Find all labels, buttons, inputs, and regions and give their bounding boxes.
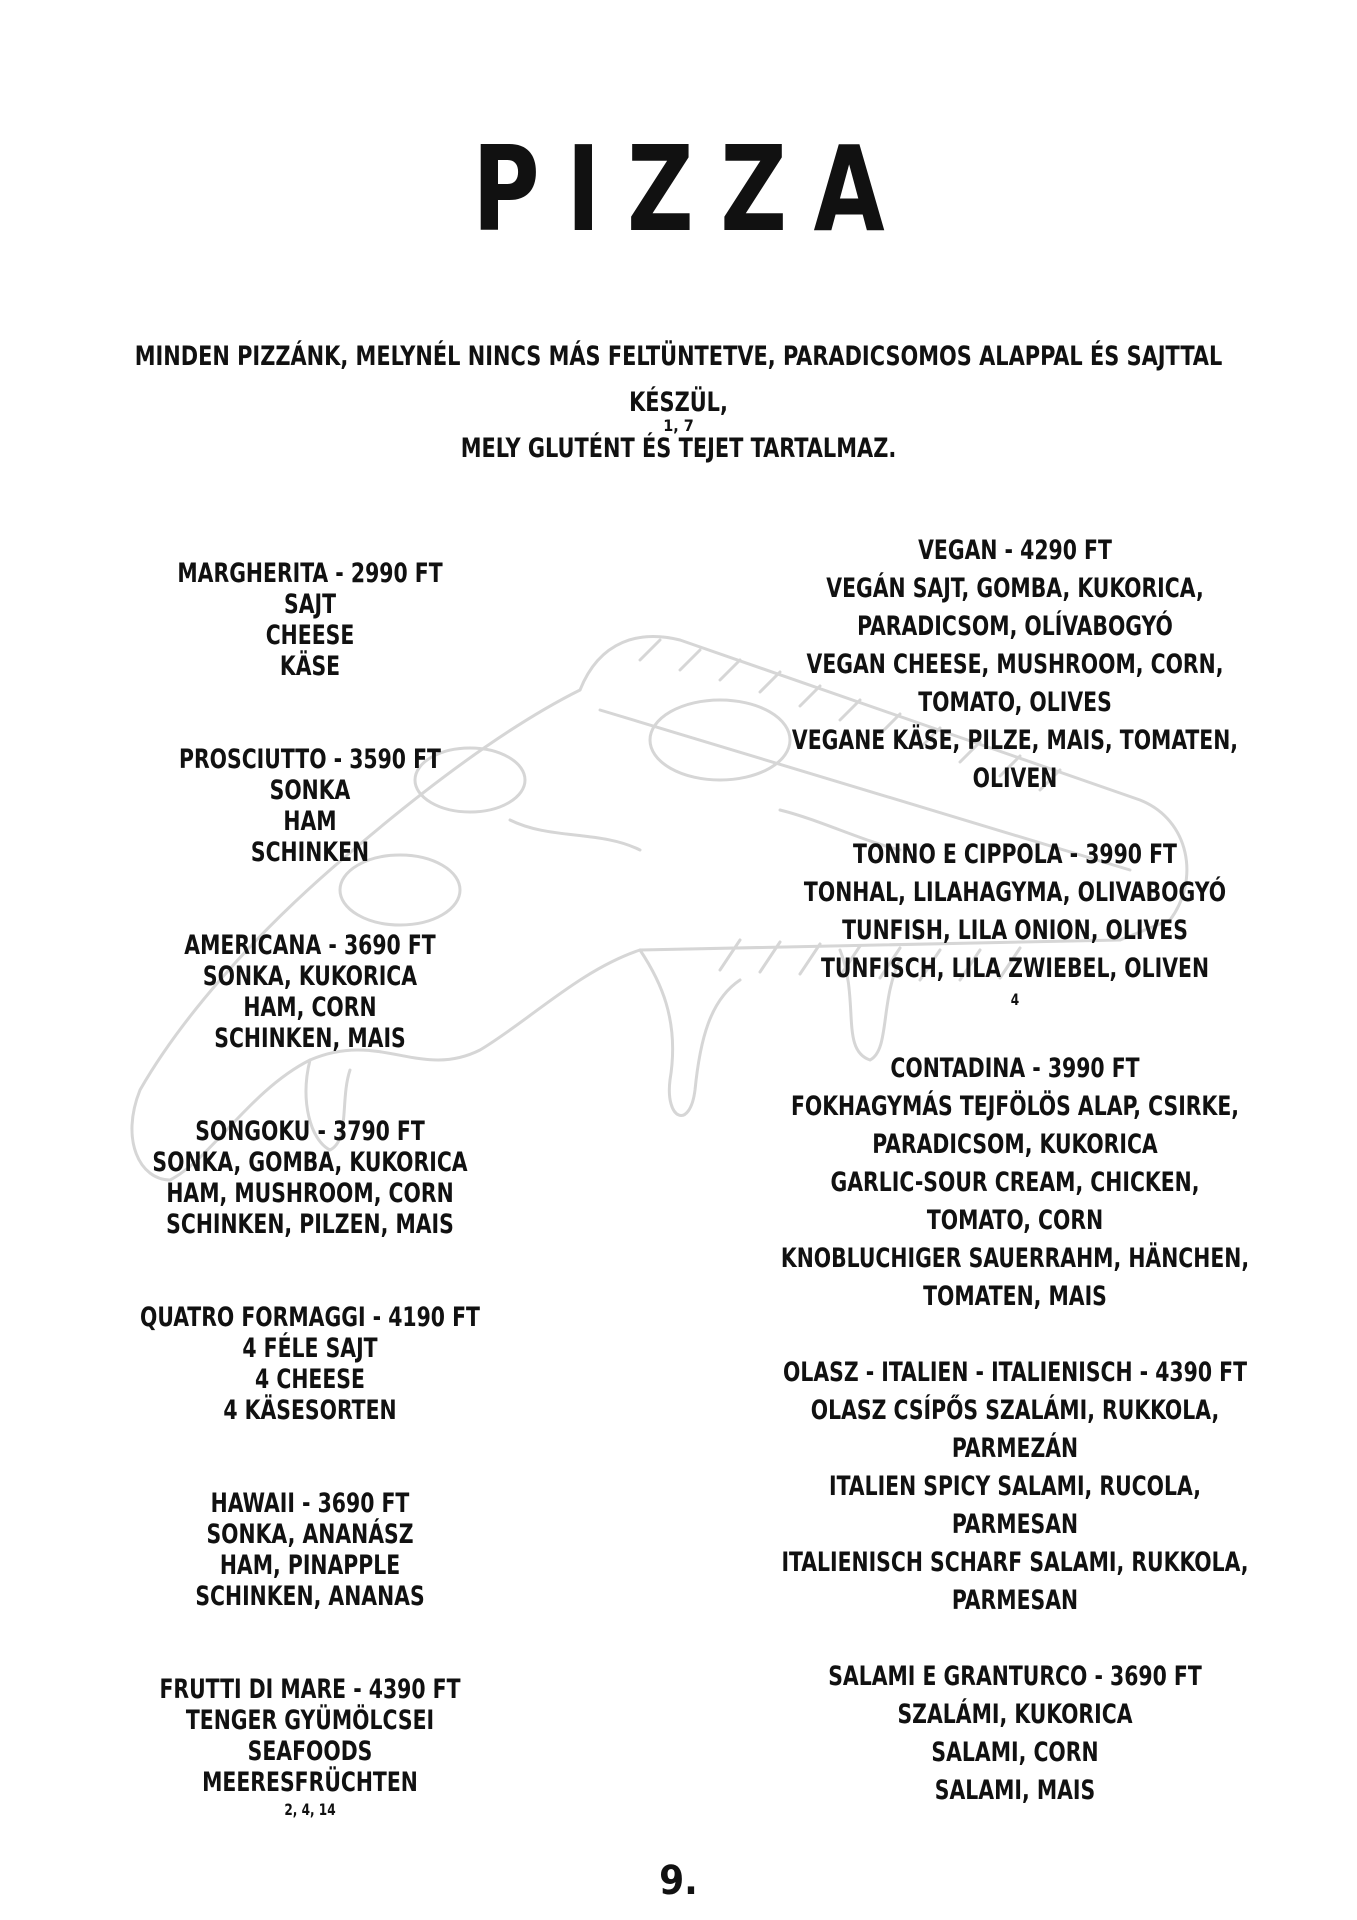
menu-item-description: SEAFOODS — [247, 1736, 373, 1767]
menu-item-description: KNOBLUCHIGER SAUERRAHM, HÄNCHEN, — [780, 1243, 1250, 1274]
menu-item-description: HAM, PINAPPLE — [219, 1550, 401, 1581]
menu-item-description: PARADICSOM, KUKORICA — [872, 1129, 1158, 1160]
menu-item-title: VEGAN - 4290 FT — [918, 535, 1112, 566]
menu-item-title: SONGOKU - 3790 FT — [195, 1116, 425, 1147]
menu-item-title: HAWAII - 3690 FT — [210, 1488, 410, 1519]
menu-item-description: SALAMI, MAIS — [934, 1775, 1096, 1806]
menu-item — [750, 1658, 1279, 1810]
menu-item-description: HAM, CORN — [243, 992, 377, 1023]
menu-item — [750, 836, 1279, 1012]
menu-item-description: SCHINKEN, MAIS — [214, 1023, 406, 1054]
menu-item-description: ITALIENISCH SCHARF SALAMI, RUKKOLA, — [781, 1547, 1249, 1578]
menu-item-title: AMERICANA - 3690 FT — [184, 930, 436, 961]
menu-item-description: PARMESAN — [951, 1585, 1079, 1616]
menu-item-description: VEGANE KÄSE, PILZE, MAIS, TOMATEN, — [791, 725, 1239, 756]
menu-item-description: ITALIEN SPICY SALAMI, RUCOLA, — [829, 1471, 1201, 1502]
menu-item-description: SONKA — [269, 775, 351, 806]
menu-item-title: PROSCIUTTO - 3590 FT — [179, 744, 441, 775]
menu-item — [100, 1674, 520, 1822]
menu-item-description: PARMESAN — [951, 1509, 1079, 1540]
menu-item-title: CONTADINA - 3990 FT — [890, 1053, 1140, 1084]
page-number: 9. — [659, 1858, 698, 1904]
menu-item — [750, 1354, 1279, 1620]
left-menu-column — [60, 558, 560, 1884]
menu-item-allergens: 2, 4, 14 — [284, 1800, 336, 1819]
menu-item-description: VEGAN CHEESE, MUSHROOM, CORN, — [806, 649, 1224, 680]
intro-line-1: MINDEN PIZZÁNK, MELYNÉL NINCS MÁS FELTÜNTETVE, PARADICSOMOS ALAPPAL ÉS SAJTTAL KÉSZÜL, — [134, 341, 1223, 418]
menu-item — [100, 1488, 520, 1612]
menu-item-description: SCHINKEN, ANANAS — [195, 1581, 425, 1612]
menu-item-description: TOMATO, OLIVES — [918, 687, 1112, 718]
menu-item-description: OLIVEN — [972, 763, 1058, 794]
menu-item-title: MARGHERITA - 2990 FT — [177, 558, 443, 589]
menu-item — [100, 1116, 520, 1240]
menu-item-description: TENGER GYÜMÖLCSEI — [185, 1705, 435, 1736]
menu-item-description: SONKA, ANANÁSZ — [206, 1519, 414, 1550]
menu-item-description: SONKA, KUKORICA — [202, 961, 418, 992]
menu-item-description: SCHINKEN, PILZEN, MAIS — [166, 1209, 454, 1240]
menu-item — [750, 532, 1279, 798]
menu-item-description: HAM, MUSHROOM, CORN — [166, 1178, 454, 1209]
menu-item — [750, 1050, 1279, 1316]
menu-item-description: SONKA, GOMBA, KUKORICA — [152, 1147, 468, 1178]
menu-item-description: GARLIC-SOUR CREAM, CHICKEN, — [830, 1167, 1200, 1198]
menu-item-description: PARMEZÁN — [951, 1433, 1079, 1464]
menu-item-allergens: 4 — [1010, 990, 1020, 1009]
intro-text — [112, 334, 1245, 472]
menu-item-description: TUNFISCH, LILA ZWIEBEL, OLIVEN — [820, 953, 1210, 984]
menu-item-description: 4 KÄSESORTEN — [223, 1395, 397, 1426]
menu-item — [100, 930, 520, 1054]
intro-allergens: 1, 7 — [663, 416, 694, 435]
menu-item-title: TONNO E CIPPOLA - 3990 FT — [853, 839, 1177, 870]
menu-item-description: OLASZ CSÍPŐS SZALÁMI, RUKKOLA, — [810, 1395, 1220, 1426]
menu-item — [100, 1302, 520, 1426]
menu-item-description: KÄSE — [279, 651, 341, 682]
menu-item-description: TOMATO, CORN — [926, 1205, 1104, 1236]
menu-item-description: SAJT — [283, 589, 337, 620]
menu-item-description: 4 CHEESE — [255, 1364, 365, 1395]
menu-item-description: TOMATEN, MAIS — [923, 1281, 1107, 1312]
menu-item-description: MEERESFRÜCHTEN — [202, 1767, 418, 1798]
menu-item-description: 4 FÉLE SAJT — [242, 1333, 378, 1364]
menu-item-description: PARADICSOM, OLÍVABOGYÓ — [857, 611, 1173, 642]
menu-item-description: SZALÁMI, KUKORICA — [897, 1699, 1133, 1730]
menu-item-description: FOKHAGYMÁS TEJFÖLÖS ALAP, CSIRKE, — [790, 1091, 1240, 1122]
right-menu-column — [700, 532, 1330, 1848]
menu-item — [100, 558, 520, 682]
menu-item — [100, 744, 520, 868]
menu-item-description: TONHAL, LILAHAGYMA, OLIVABOGYÓ — [803, 877, 1227, 908]
menu-item-description: SALAMI, CORN — [931, 1737, 1099, 1768]
menu-item-description: VEGÁN SAJT, GOMBA, KUKORICA, — [826, 573, 1204, 604]
page-title: PIZZA — [472, 120, 912, 258]
menu-item-title: SALAMI E GRANTURCO - 3690 FT — [828, 1661, 1202, 1692]
intro-line-2: MELY GLUTÉNT ÉS TEJET TARTALMAZ. — [460, 433, 897, 464]
menu-item-description: CHEESE — [265, 620, 355, 651]
menu-item-title: FRUTTI DI MARE - 4390 FT — [159, 1674, 461, 1705]
menu-item-title: OLASZ - ITALIEN - ITALIENISCH - 4390 FT — [782, 1357, 1247, 1388]
menu-item-description: TUNFISH, LILA ONION, OLIVES — [842, 915, 1188, 946]
menu-item-description: HAM — [283, 806, 337, 837]
menu-item-description: SCHINKEN — [250, 837, 370, 868]
menu-item-title: QUATRO FORMAGGI - 4190 FT — [140, 1302, 480, 1333]
